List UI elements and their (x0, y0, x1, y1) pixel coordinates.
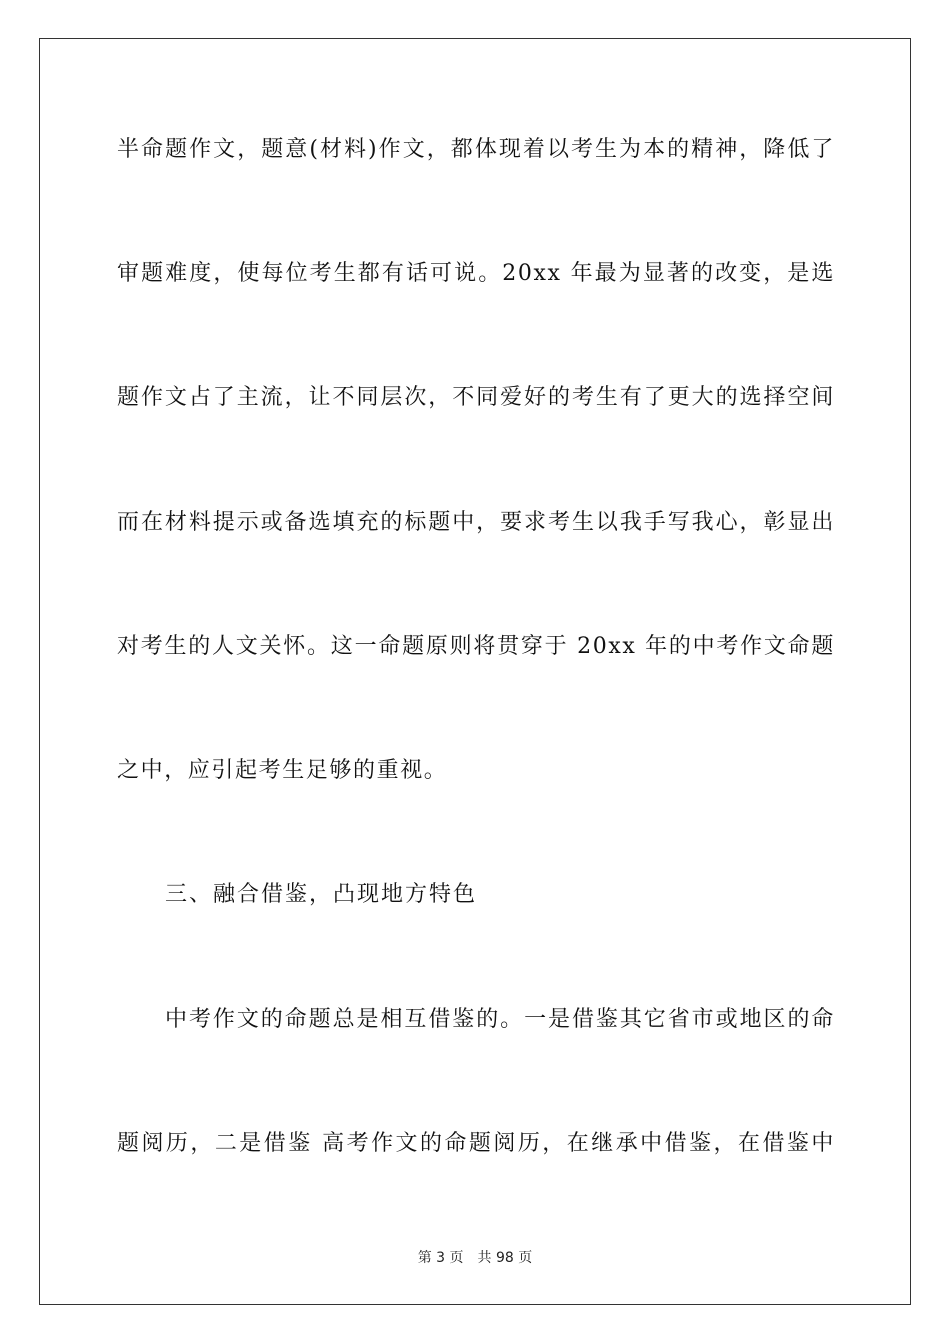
page-number: 第 3 页 (417, 1250, 464, 1266)
page-footer (0, 1249, 950, 1267)
body-text-line-6: 之中，应引起考生足够的重视。 (117, 758, 448, 783)
page-border (39, 38, 911, 1305)
body-text-line-5: 对考生的人文关怀。这一命题原则将贯穿于 20xx 年的中考作文命题 (117, 634, 835, 659)
body-text-line-4: 而在材料提示或备选填充的标题中，要求考生以我手写我心，彰显出 (117, 510, 835, 535)
section-heading: 三、融合借鉴，凸现地方特色 (165, 882, 478, 907)
paragraph-line-2: 题阅历，二是借鉴 高考作文的命题阅历，在继承中借鉴，在借鉴中 (117, 1131, 835, 1156)
body-text-line-3: 题作文占了主流，让不同层次，不同爱好的考生有了更大的选择空间 (117, 385, 835, 410)
paragraph-line-1: 中考作文的命题总是相互借鉴的。一是借鉴其它省市或地区的命 (165, 1007, 835, 1032)
body-text-line-1: 半命题作文，题意(材料)作文，都体现着以考生为本的精神，降低了 (117, 137, 835, 162)
body-text-line-2: 审题难度，使每位考生都有话可说。20xx 年最为显著的改变，是选 (117, 261, 835, 286)
total-pages: 共 98 页 (477, 1250, 533, 1266)
